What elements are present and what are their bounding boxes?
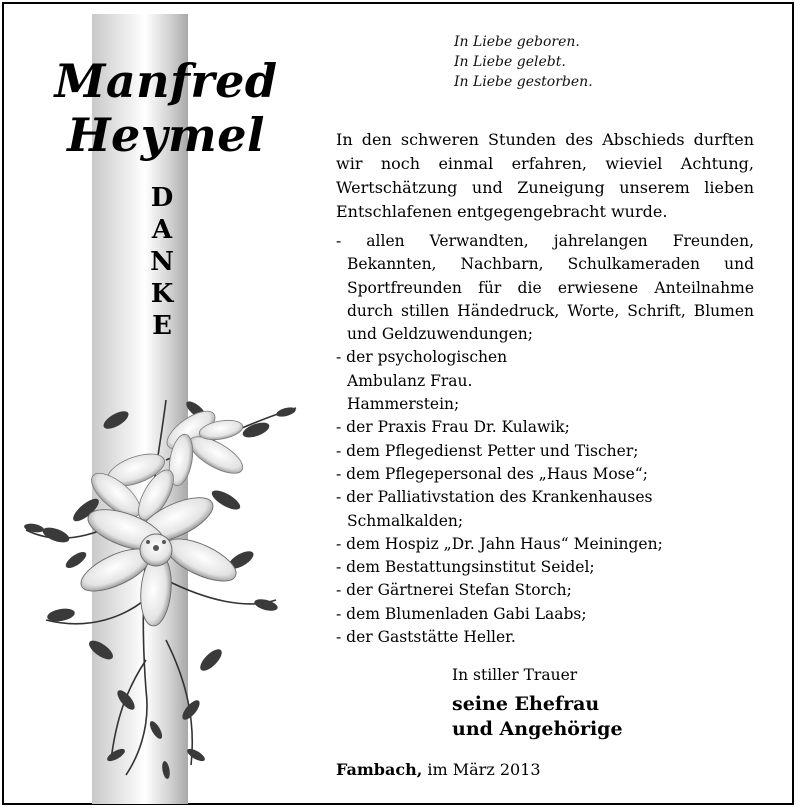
list-item: - der Gärtnerei Stefan Storch; <box>336 581 572 600</box>
danke-letter: E <box>152 311 172 341</box>
danke-letter: N <box>150 247 174 277</box>
intro-paragraph: In den schweren Stunden des Abschieds durften wir noch einmal erfahren, wieviel Achtung, Wertschätzung und Zuneigung unserem lieben Entschlafenen entgegengebracht wurde. <box>336 130 754 221</box>
list-item: - dem Hospiz „Dr. Jahn Haus“ Meiningen; <box>336 534 663 553</box>
family-line-1: seine Ehefrau <box>452 693 600 715</box>
danke-vertical <box>142 182 182 342</box>
place-town: Fambach, <box>336 760 423 779</box>
place-date <box>336 760 541 779</box>
deceased-name <box>36 54 296 162</box>
list-item: - dem Pflegedienst Petter und Tischer; <box>336 441 639 460</box>
motto <box>454 32 593 92</box>
danke-letter: A <box>151 215 173 245</box>
motto-line: In Liebe gelebt. <box>454 54 566 70</box>
list-item: - der Praxis Frau Dr. Kulawik; <box>336 418 570 437</box>
date-text: im März 2013 <box>422 760 541 779</box>
first-name: Manfred <box>54 54 278 108</box>
list-item: - dem Pflegepersonal des „Haus Mose“; <box>336 464 648 483</box>
danke-letter: D <box>150 183 174 213</box>
danke-letter: K <box>150 279 174 309</box>
list-item: - dem Bestattungsinstitut Seidel; <box>336 558 595 577</box>
list-item: - allen Verwandten, jahrelangen Freunden, Bekannten, Nachbarn, Schulkameraden und Sportfreunden für die erwiesene Anteilnahme durch stillen Händedruck, Worte, Schrift, Blumen und Geldzuwendungen; <box>336 232 754 344</box>
lily-bouquet-image <box>16 360 316 780</box>
closing-signature <box>452 664 623 742</box>
list-item: - der Gaststätte Heller. <box>336 628 516 647</box>
list-item: - der psychologischen Ambulanz Frau. Hammerstein; <box>336 348 508 414</box>
in-mourning-line: In stiller Trauer <box>452 666 578 684</box>
list-item: - der Palliativstation des Krankenhauses Schmalkalden; <box>336 488 653 530</box>
motto-line: In Liebe gestorben. <box>454 74 593 90</box>
last-name: Heymel <box>67 108 265 162</box>
thanks-list <box>336 230 754 649</box>
list-item: - dem Blumenladen Gabi Laabs; <box>336 604 587 623</box>
family-line-2: und Angehörige <box>452 718 623 740</box>
motto-line: In Liebe geboren. <box>454 34 580 50</box>
